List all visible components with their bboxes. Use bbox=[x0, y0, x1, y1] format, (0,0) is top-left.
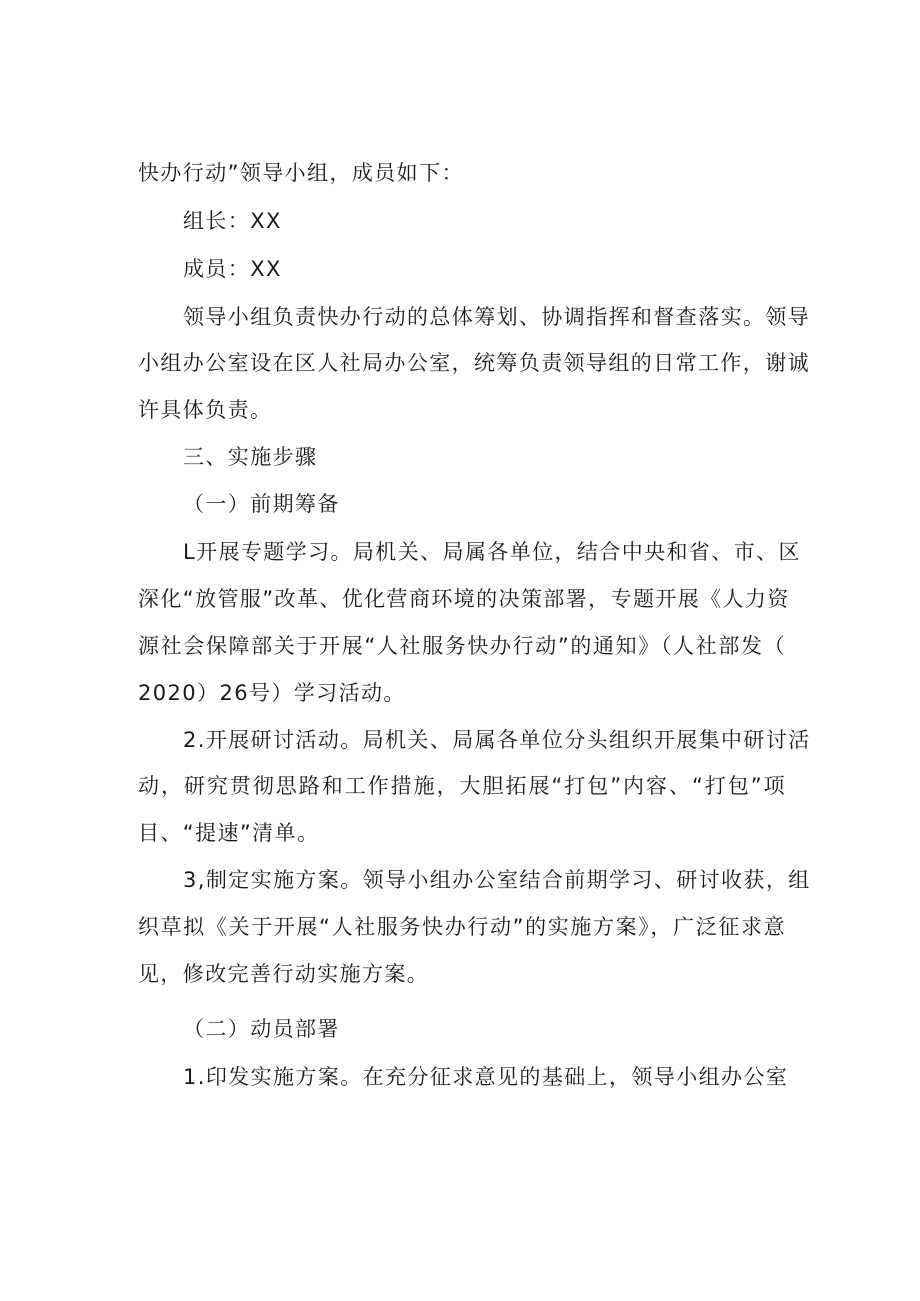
paragraph-line: 许具体负责。 bbox=[138, 398, 273, 422]
subsection-heading: （二）动员部署 bbox=[183, 1017, 340, 1041]
paragraph-line: 织草拟《关于开展“人社服务快办行动”的实施方案》，广泛征求意 bbox=[138, 915, 786, 939]
section-heading: 三、实施步骤 bbox=[183, 445, 318, 469]
paragraph-line: 1.印发实施方案。在充分征求意见的基础上，领导小组办公室 bbox=[183, 1065, 789, 1089]
paragraph-line: 快办行动”领导小组，成员如下： bbox=[138, 161, 464, 185]
paragraph-line: L开展专题学习。局机关、局属各单位，结合中央和省、市、区 bbox=[183, 540, 801, 564]
paragraph-line: 小组办公室设在区人社局办公室，统筹负责领导组的日常工作，谢诚 bbox=[138, 351, 810, 375]
paragraph-line: 2.开展研讨活动。局机关、局属各单位分头组织开展集中研讨活 bbox=[183, 728, 811, 752]
paragraph-line: 目、“提速”清单。 bbox=[138, 821, 320, 845]
paragraph-line: 领导小组负责快办行动的总体筹划、协调指挥和督查落实。领导 bbox=[183, 305, 811, 329]
paragraph-line: 2020）26号）学习活动。 bbox=[138, 681, 406, 705]
paragraph-line: 源社会保障部关于开展“人社服务快办行动”的通知》（人社部发（ bbox=[138, 634, 786, 658]
paragraph-line: 成员：XX bbox=[183, 257, 282, 281]
subsection-heading: （一）前期筹备 bbox=[183, 492, 340, 516]
paragraph-line: 动，研究贯彻思路和工作措施，大胆拓展“打包”内容、“打包”项 bbox=[138, 774, 786, 798]
paragraph-line: 见，修改完善行动实施方案。 bbox=[138, 962, 430, 986]
paragraph-line: 深化“放管服”改革、优化营商环境的决策部署，专题开展《人力资 bbox=[138, 587, 790, 611]
paragraph-line: 3,制定实施方案。领导小组办公室结合前期学习、研讨收获，组 bbox=[183, 868, 811, 892]
paragraph-line: 组长：XX bbox=[183, 209, 282, 233]
